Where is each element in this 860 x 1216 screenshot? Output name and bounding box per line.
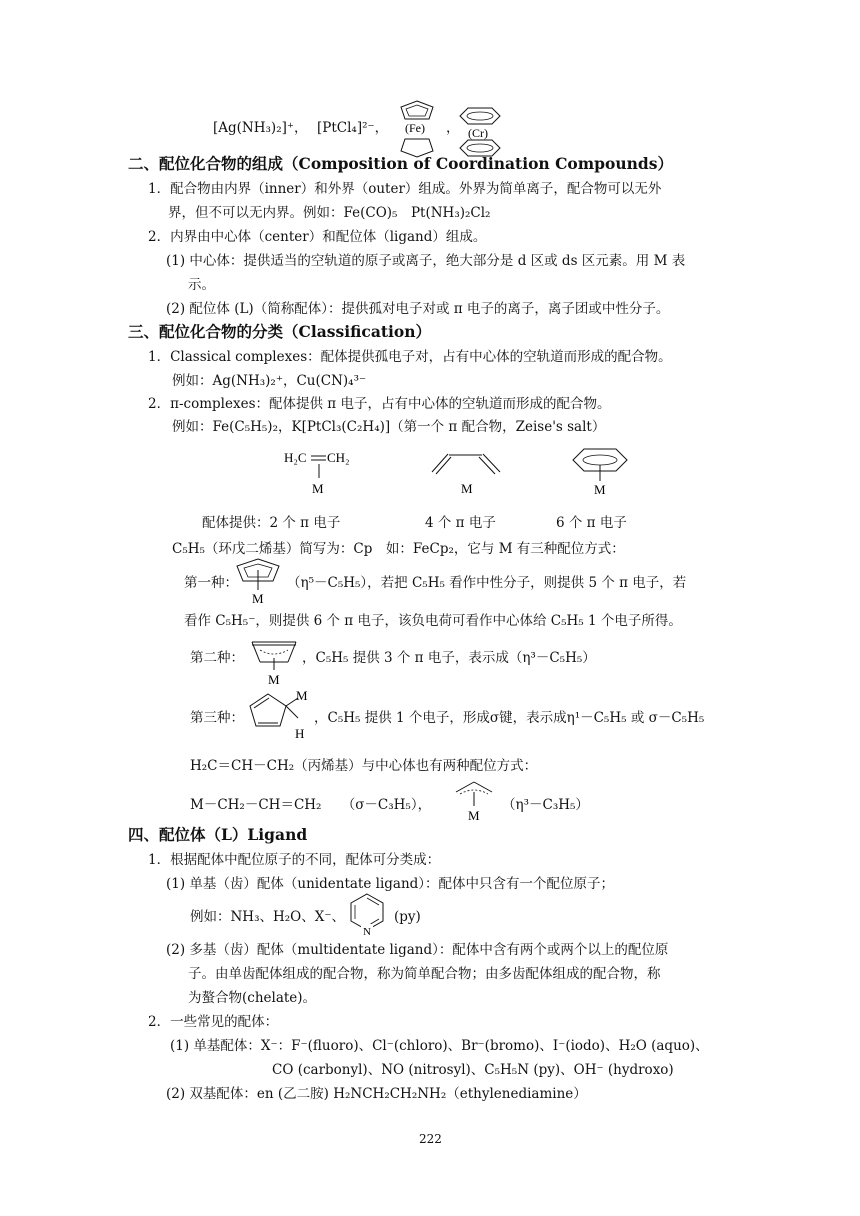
m-label: M [594, 482, 606, 497]
s3-p1: 1．Classical complexes：配体提供孤电子对，占有中心体的空轨道而形成的配合物。 [148, 349, 672, 365]
page-number: 222 [419, 1132, 442, 1146]
cp-intro: C₅H₅（环戊二烯基）简写为：Cp 如：FeCp₂，它与 M 有三种配位方式： [172, 541, 625, 557]
s4-p1-2-line3: 为螯合物(chelate)。 [188, 990, 317, 1006]
section4-title: 四、配位体（L）Ligand [128, 825, 308, 844]
allyl-eta3: （η³－C₃H₅） [502, 797, 589, 813]
ferrocene-structure [395, 98, 445, 158]
cr-label: (Cr) [468, 126, 488, 140]
caption-6pi: 6 个 π 电子 [556, 515, 627, 531]
pyridine-structure [347, 892, 387, 940]
s4-p2-1-line2: CO (carbonyl)、NO (nitrosyl)、C₅H₅N (py)、OH⁻ (hydroxo) [272, 1062, 674, 1078]
benzene-structure [570, 444, 640, 500]
m-label: M [461, 481, 473, 496]
m-label: M [468, 808, 480, 823]
m-label: M [312, 481, 324, 496]
butadiene-structure [428, 448, 508, 500]
h2c-label: H₂C [284, 450, 307, 465]
mode2-text: ，C₅H₅ 提供 3 个 π 电子，表示成（η³－C₅H₅） [302, 650, 596, 666]
pyridine-label: (py) [394, 909, 421, 925]
caption-4pi: 4 个 π 电子 [425, 515, 496, 531]
mode1-label: 第一种： [184, 575, 238, 591]
s4-p1-1: (1) 单基（齿）配体（unidentate ligand）：配体中只含有一个配位原子； [166, 876, 615, 892]
m-label: M [296, 688, 308, 703]
s2-p1-line2: 界，但不可以无内界。例如：Fe(CO)₅ Pt(NH₃)₂Cl₂ [168, 205, 491, 221]
s4-p1-2-line2: 子。由单齿配体组成的配合物，称为简单配合物；由多齿配体组成的配合物，称 [188, 966, 661, 982]
dibenzene-chromium-structure [456, 104, 506, 160]
eta3-allyl-structure [452, 778, 502, 824]
s2-p2-1-line1: (1) 中心体：提供适当的空轨道的原子或离子，绝大部分是 d 区或 ds 区元素。用 M 表 [166, 253, 686, 269]
eta3-cp-structure [248, 632, 306, 688]
h-label: H [295, 726, 305, 741]
mode3-text: ，C₅H₅ 提供 1 个电子，形成σ键，表示成η¹－C₅H₅ 或 σ－C₅H₅ [314, 710, 705, 726]
eta5-cp-structure [232, 556, 288, 608]
s2-p2-1-line2: 示。 [188, 277, 215, 293]
mode1-continuation: 看作 C₅H₅⁻，则提供 6 个 π 电子，该负电荷可看作中心体给 C₅H₅ 1 个电子所得。 [184, 613, 682, 629]
m-label: M [268, 672, 280, 687]
s3-p2-example: 例如：Fe(C₅H₅)₂，K[PtCl₃(C₂H₄)]（第一个 π 配合物，Zeise's salt） [172, 419, 606, 435]
s4-p1: 1．根据配体中配位原子的不同，配体可分类成： [148, 852, 441, 868]
sigma-cp-structure [244, 686, 316, 746]
s2-p2: 2．内界由中心体（center）和配位体（ligand）组成。 [148, 229, 487, 245]
s2-p2-2: (2) 配位体 (L)（简称配体）：提供孤对电子对或 π 电子的离子，离子团或中性分子。 [166, 301, 670, 317]
s4-p1-1-example: 例如：NH₃、H₂O、X⁻、 [190, 909, 345, 925]
s3-p2: 2．π-complexes：配体提供 π 电子，占有中心体的空轨道而形成的配合物。 [148, 396, 611, 412]
separator: ， [446, 120, 460, 136]
allyl-intro: H₂C＝CH－CH₂（丙烯基）与中心体也有两种配位方式： [190, 758, 538, 774]
section3-title: 三、配位化合物的分类（Classification） [128, 322, 432, 341]
s3-p1-example: 例如：Ag(NH₃)₂⁺，Cu(CN)₄³⁻ [172, 373, 367, 389]
s4-p2-1-line1: (1) 单基配体：X⁻：F⁻(fluoro)、Cl⁻(chloro)、Br⁻(bromo)、I⁻(iodo)、H₂O (aquo)、 [170, 1038, 709, 1054]
s4-p2-2: (2) 双基配体：en (乙二胺) H₂NCH₂CH₂NH₂（ethylenediamine） [166, 1086, 587, 1102]
mode2-label: 第二种： [190, 650, 244, 666]
s2-p1-line1: 1．配合物由内界（inner）和外界（outer）组成。外界为简单离子，配合物可以无外 [148, 181, 662, 197]
ch2-label: CH₂ [327, 450, 350, 465]
pt-complex: [PtCl₄]²⁻， [317, 120, 389, 136]
mode1-text: （η⁵－C₅H₅），若把 C₅H₅ 看作中性分子，则提供 5 个 π 电子，若 [287, 575, 687, 591]
s4-p2: 2．一些常见的配体： [148, 1014, 279, 1030]
n-label: N [363, 926, 371, 938]
ag-complex: [Ag(NH₃)₂]⁺， [213, 120, 308, 136]
s4-p1-2-line1: (2) 多基（齿）配体（multidentate ligand）：配体中含有两个或两个以上的配位原 [166, 942, 669, 958]
m-label: M [252, 591, 264, 606]
caption-2pi: 配体提供：2 个 π 电子 [202, 515, 341, 531]
ethylene-structure [282, 448, 362, 500]
mode3-label: 第三种： [190, 710, 244, 726]
fe-label: (Fe) [405, 121, 425, 135]
section2-title: 二、配位化合物的组成（Composition of Coordination Compounds） [128, 154, 673, 173]
allyl-sigma: M－CH₂－CH＝CH₂ （σ－C₃H₅）， [190, 797, 432, 813]
